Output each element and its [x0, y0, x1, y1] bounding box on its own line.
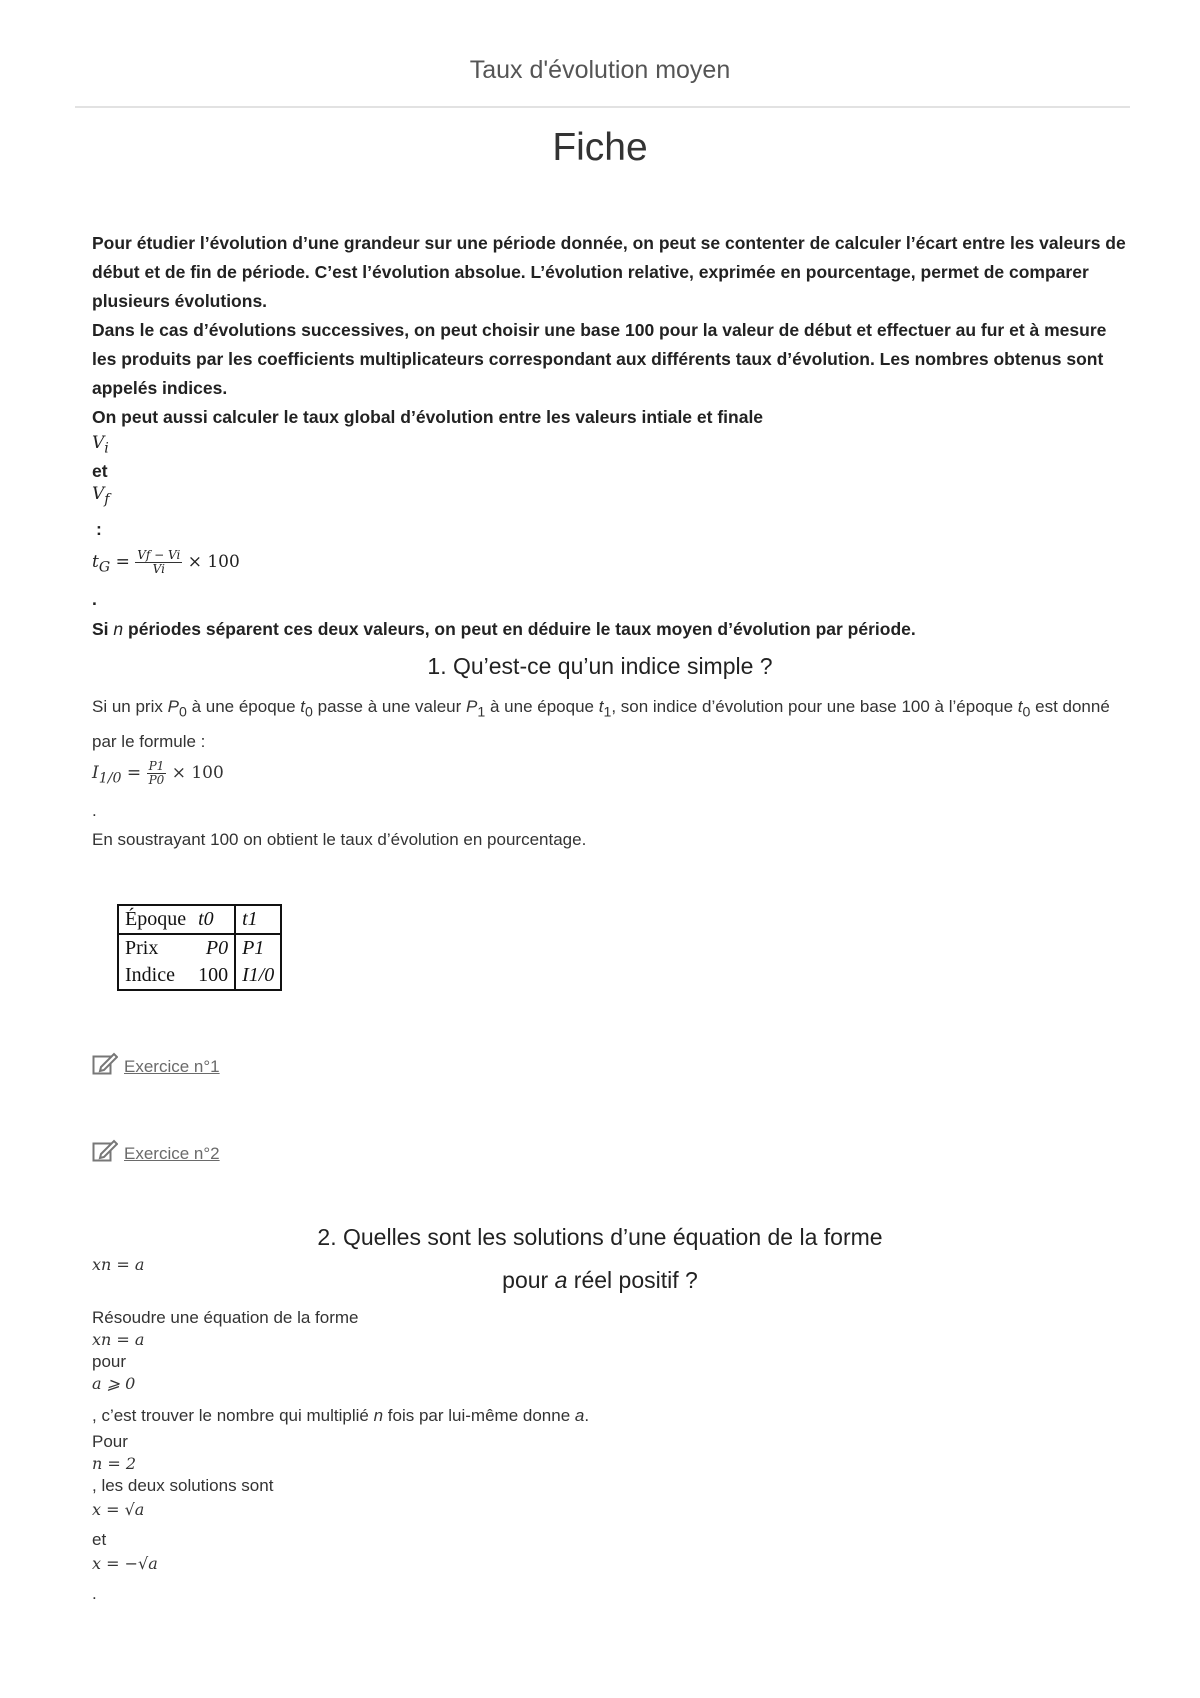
- intro-paragraph-4: Si n périodes séparent ces deux valeurs, on peut en déduire le taux moyen d’évolution par période.: [92, 619, 916, 640]
- intro-paragraph-2: Dans le cas d’évolutions successives, on peut choisir une base 100 pour la valeur de début et effectuer au fur et à mesure les produits par les coefficients multiplicateurs correspondant aux différents taux d’évolution. Les nombres obtenus sont appelés indices.: [92, 320, 1107, 398]
- section-2-line: et: [92, 1530, 107, 1549]
- table-cell: 100: [192, 962, 235, 990]
- epoque-table: [117, 904, 282, 991]
- edit-icon: [92, 1052, 118, 1076]
- table-cell: t1: [235, 905, 281, 934]
- table-cell: t0: [192, 905, 235, 934]
- math-condition: a ⩾ 0: [92, 1374, 136, 1393]
- intro-paragraph-3: On peut aussi calculer le taux global d’évolution entre les valeurs intiale et finale: [92, 407, 764, 427]
- intro-block: [92, 229, 1127, 644]
- math-vf: $V_f$: [92, 484, 110, 508]
- exercise-link-1-row[interactable]: [92, 1052, 220, 1077]
- table-cell: P1: [235, 934, 281, 962]
- exercise-link-2[interactable]: Exercice n°2: [124, 1144, 220, 1163]
- page-heading: Fiche: [552, 126, 648, 169]
- text-period: .: [92, 589, 97, 610]
- section-1-heading: 1. Qu’est-ce qu’un indice simple ?: [427, 653, 773, 679]
- section-2-line: Pour: [92, 1432, 128, 1451]
- table-cell: Indice: [118, 962, 192, 990]
- table-cell: I1/0: [235, 962, 281, 990]
- section-2-line: .: [92, 1584, 97, 1603]
- table-cell: Prix: [118, 934, 192, 962]
- math-vi: $V_i$: [92, 433, 109, 457]
- exercise-link-1[interactable]: Exercice n°1: [124, 1057, 220, 1076]
- section-2-line: , c’est trouver le nombre qui multiplié n fois par lui-même donne a.: [92, 1406, 590, 1425]
- section-2-line: , les deux solutions sont: [92, 1476, 274, 1495]
- section-1-body: [92, 692, 1127, 854]
- text-dot: .: [92, 800, 97, 820]
- text-colon: :: [96, 518, 102, 539]
- header-divider: [75, 106, 1130, 108]
- table-row: [118, 905, 281, 934]
- table-row: [118, 934, 281, 962]
- math-heading-equation: xn = a: [92, 1255, 145, 1274]
- math-solution-positive: x = √a: [92, 1500, 145, 1519]
- math-solution-negative: x = −√a: [92, 1554, 158, 1573]
- formula-index: $I_{1/0}$ = $\frac{P1}{P0}$ × 100: [92, 759, 224, 788]
- section-2-heading: 2. Quelles sont les solutions d’une équation de la forme: [317, 1224, 883, 1250]
- edit-icon: [92, 1139, 118, 1163]
- table-cell: P0: [192, 934, 235, 962]
- section-2-heading-line-2: pour a réel positif ?: [502, 1267, 698, 1293]
- math-equation: xn = a: [92, 1330, 145, 1349]
- math-n-equals-2: n = 2: [92, 1454, 137, 1473]
- intro-paragraph-1: Pour étudier l’évolution d’une grandeur sur une période donnée, on peut se contenter de calculer l’écart entre les valeurs de début et de fin de période. C’est l’évolution absolue. L’évolution relative, exprimée en pourcentage, permet de comparer plusieurs évolutions.: [92, 233, 1126, 311]
- text-et: et: [92, 461, 108, 482]
- section-2-line: pour: [92, 1352, 127, 1371]
- section-2-line: Résoudre une équation de la forme: [92, 1308, 359, 1327]
- section-1-conclusion: En soustrayant 100 on obtient le taux d’évolution en pourcentage.: [92, 829, 587, 849]
- section-2-body: [92, 1307, 1127, 1605]
- formula-global-rate: $t_G$ = $\frac{Vf - Vi}{Vi}$ × 100: [92, 547, 240, 576]
- table-cell: Époque: [118, 905, 192, 934]
- document-title: Taux d'évolution moyen: [469, 56, 731, 84]
- section-1-text: Si un prix $P_0$ à une époque $t_0$ passe à une valeur $P_1$ à une époque $t_1$, son indice d’évolution pour une base 100 à l’époque $t_0$ est donné par le formule :: [92, 697, 1110, 752]
- exercise-link-2-row[interactable]: [92, 1139, 220, 1164]
- table-row: [118, 962, 281, 990]
- epoque-table-wrapper: [117, 904, 282, 991]
